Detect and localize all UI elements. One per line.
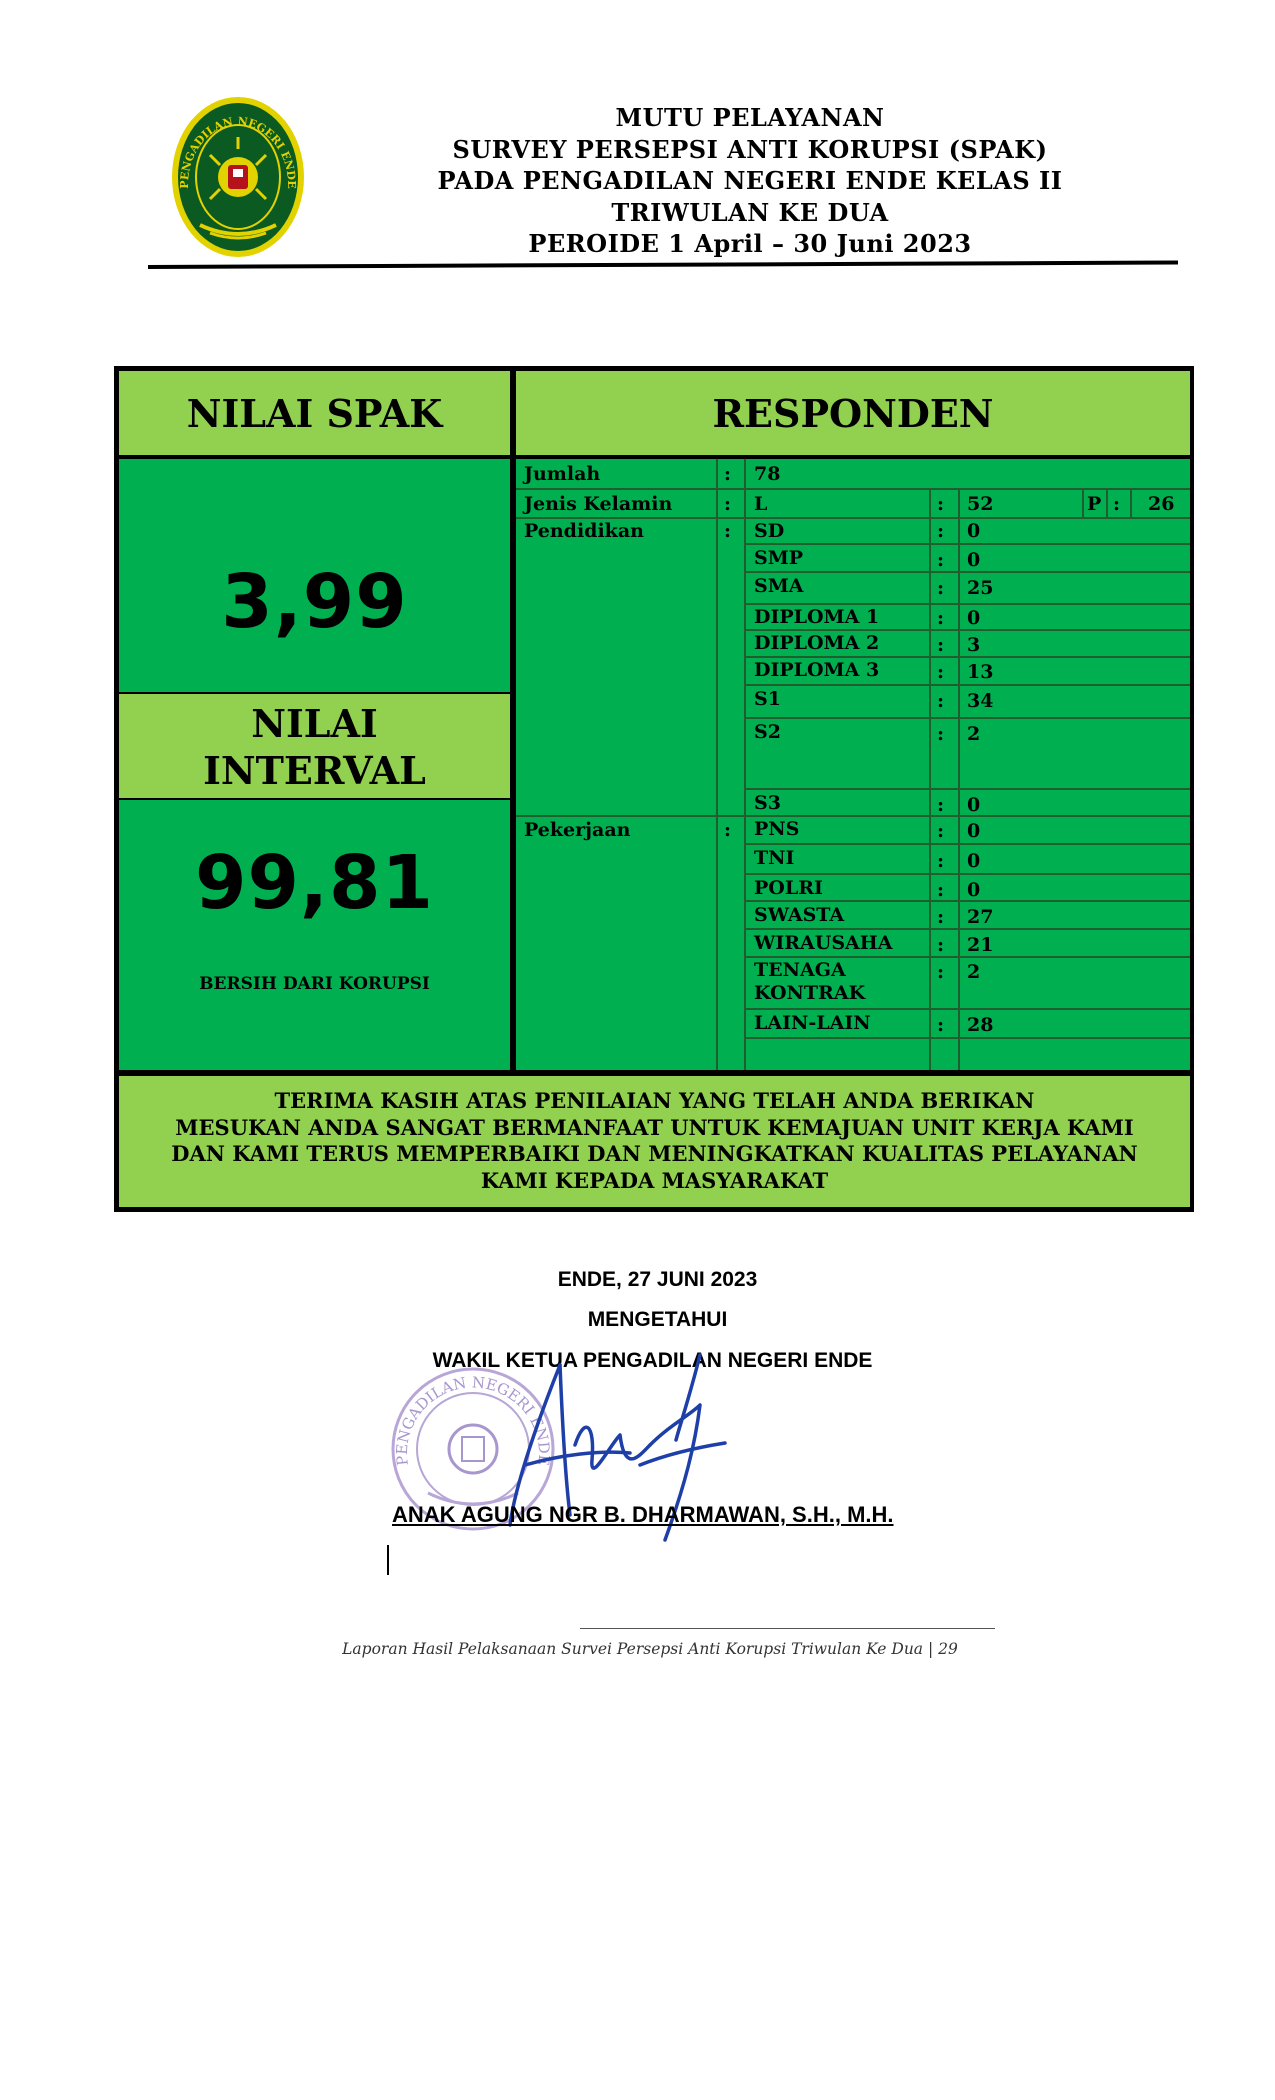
place-date: ENDE, 27 JUNI 2023 [557,1268,758,1291]
nilai-interval-cell [119,694,510,798]
row-divider [516,517,1190,519]
row-divider [744,956,1190,958]
mengetahui-label: MENGETAHUI [587,1308,728,1331]
colon: : [937,577,945,599]
thank-you-message [119,1076,1190,1207]
pendidikan-item-value: 13 [967,661,994,683]
thanks-line-3: DAN KAMI TERUS MEMPERBAIKI DAN MENINGKATKAN KUALITAS PELAYANAN [171,1141,1138,1166]
pekerjaan-item-label: WIRAUSAHA [754,932,893,954]
colon: : [724,520,732,542]
pekerjaan-item-value: 0 [967,850,981,872]
signatory-name: ANAK AGUNG NGR B. DHARMAWAN, S.H., M.H. [392,1502,894,1527]
row-divider [516,488,1190,490]
pendidikan-label: Pendidikan [524,520,644,542]
text-cursor [387,1545,389,1575]
jumlah-label: Jumlah [524,463,601,485]
pendidikan-item-value: 0 [967,607,981,629]
nilai-spak-header [119,371,510,455]
jumlah-value: 78 [754,463,781,485]
pendidikan-item-label: DIPLOMA 2 [754,632,880,654]
header-line-5: PEROIDE 1 April – 30 Juni 2023 [528,229,972,258]
pekerjaan-item-value: 21 [967,934,994,956]
pendidikan-item-value: 0 [967,549,981,571]
col-divider [1082,490,1084,518]
colon: : [937,520,945,542]
jk-l-label: L [754,493,768,515]
page-footer: Laporan Hasil Pelaksanaan Survei Persepsi Anti Korupsi Triwulan Ke Dua | 29 [342,1640,958,1658]
row-divider [744,843,1190,845]
pendidikan-item-label: SMP [754,547,804,569]
spak-value-cell [119,459,510,692]
pekerjaan-item-label: LAIN-LAIN [754,1012,871,1034]
footer-divider [580,1628,995,1629]
pekerjaan-item-label: TENAGA [754,959,846,981]
col-divider [1130,490,1132,518]
pendidikan-item-value: 25 [967,577,994,599]
pendidikan-item-value: 3 [967,634,981,656]
col-divider [1106,490,1108,518]
pendidikan-item-label: S2 [754,721,781,743]
colon: : [937,906,945,928]
row-divider [744,571,1190,573]
header-line-3: PADA PENGADILAN NEGERI ENDE KELAS II [437,166,1063,195]
pekerjaan-item-label: KONTRAK [754,982,866,1004]
colon: : [937,879,945,901]
svg-text:PENGADILAN NEGERI ENDE: PENGADILAN NEGERI ENDE [177,114,299,189]
spak-category: BERSIH DARI KORUPSI [199,974,430,994]
col-divider [716,459,718,1070]
svg-text:PENGADILAN NEGERI ENDE: PENGADILAN NEGERI ENDE [392,1373,554,1467]
interval-value-cell [119,800,510,1070]
thanks-line-2: MESUKAN ANDA SANGAT BERMANFAAT UNTUK KEMAJUAN UNIT KERJA KAMI [175,1114,1134,1140]
pekerjaan-item-label: PNS [754,818,800,840]
header-line-4: TRIWULAN KE DUA [611,197,889,227]
court-logo [170,95,306,259]
colon: : [724,819,732,841]
pekerjaan-item-value: 28 [967,1014,994,1036]
pendidikan-item-label: DIPLOMA 1 [754,606,880,628]
row-divider [744,1008,1190,1010]
row-divider [744,788,1190,790]
pekerjaan-item-value: 27 [967,906,994,928]
pendidikan-item-value: 34 [967,690,994,712]
col-divider [929,490,931,1070]
pekerjaan-item-label: POLRI [754,877,823,899]
colon: : [937,607,945,629]
colon: : [937,961,945,983]
row-divider [744,1037,1190,1039]
pendidikan-item-value: 0 [967,520,981,542]
responden-header [516,371,1190,455]
row-divider [744,684,1190,686]
nilai-interval-line-1: NILAI [251,701,378,746]
header-line-1: MUTU PELAYANAN [615,103,885,132]
row-divider [516,815,1190,817]
colon: : [937,634,945,656]
pekerjaan-item-label: TNI [754,847,795,869]
colon: : [1113,493,1121,515]
nilai-interval-title [119,700,510,794]
nilai-interval-line-2: INTERVAL [203,748,426,793]
colon: : [937,549,945,571]
pekerjaan-item-label: SWASTA [754,904,845,926]
pendidikan-item-value: 0 [967,794,981,816]
jk-l-value: 52 [967,493,994,515]
pekerjaan-item-value: 2 [967,961,981,983]
responden-title: RESPONDEN [712,391,994,436]
thanks-line-4: KAMI KEPADA MASYARAKAT [480,1167,829,1193]
pendidikan-item-value: 2 [967,723,981,745]
colon: : [937,934,945,956]
document-header [400,102,1100,260]
row-divider [744,717,1190,719]
jk-p-value: 26 [1148,493,1175,515]
col-divider [744,459,746,1070]
pekerjaan-label: Pekerjaan [524,819,631,841]
row-divider [744,928,1190,930]
nilai-spak-title: NILAI SPAK [186,391,443,436]
colon: : [937,850,945,872]
colon: : [937,794,945,816]
pendidikan-item-label: SMA [754,575,804,597]
header-line-2: SURVEY PERSEPSI ANTI KORUPSI (SPAK) [452,134,1048,164]
row-divider [744,873,1190,875]
spak-table [114,366,1194,1212]
jenis-kelamin-label: Jenis Kelamin [524,493,673,515]
signatory-position: WAKIL KETUA PENGADILAN NEGERI ENDE [432,1349,873,1372]
pekerjaan-item-value: 0 [967,879,981,901]
jk-p-label: P [1087,493,1102,515]
colon: : [937,820,945,842]
row-divider [744,543,1190,545]
col-divider [958,490,960,1070]
pendidikan-item-label: SD [754,520,785,542]
colon: : [937,661,945,683]
row-divider [744,656,1190,658]
pekerjaan-item-value: 0 [967,820,981,842]
pendidikan-item-label: DIPLOMA 3 [754,659,880,681]
row-divider [744,603,1190,605]
colon: : [937,723,945,745]
pendidikan-item-label: S3 [754,792,781,814]
spak-value: 3,99 [221,559,408,645]
interval-value: 99,81 [194,840,435,926]
responden-detail [516,459,1190,1070]
thanks-line-1: TERIMA KASIH ATAS PENILAIAN YANG TELAH ANDA BERIKAN [274,1088,1035,1113]
colon: : [937,493,945,515]
colon: : [937,690,945,712]
colon: : [724,493,732,515]
colon: : [724,463,732,485]
header-divider [148,261,1178,269]
colon: : [937,1014,945,1036]
row-divider [744,629,1190,631]
pendidikan-item-label: S1 [754,688,781,710]
